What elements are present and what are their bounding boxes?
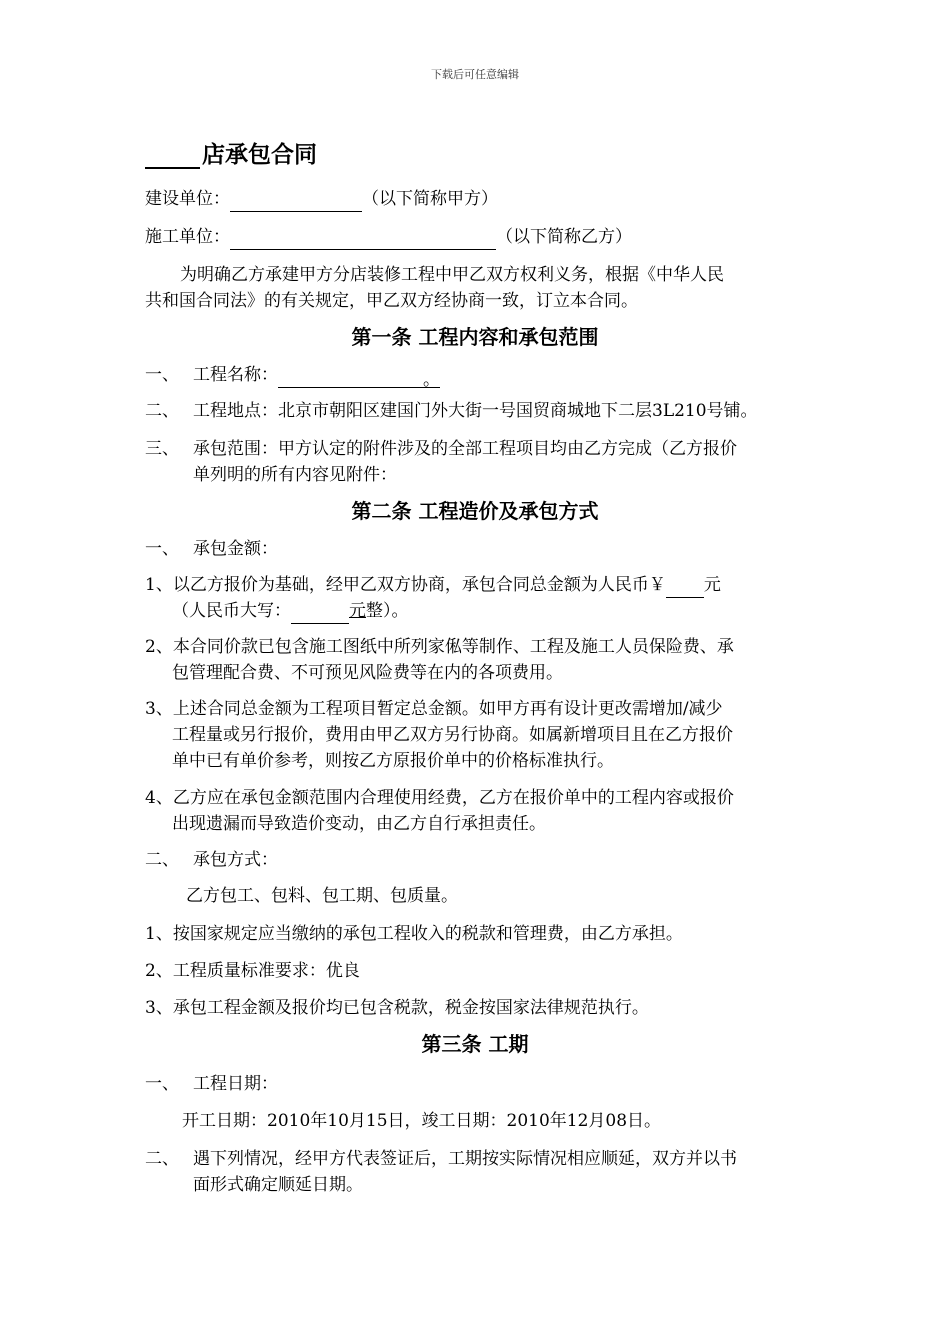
amount-words-label: （人民币大写： — [172, 601, 291, 621]
article3-sec1 — [145, 1071, 278, 1097]
page-header: 下载后可任意编辑 — [431, 68, 519, 81]
article2-q2: 2、工程质量标准要求：优良 — [145, 961, 360, 981]
scope-line-2: 单列明的所有内容见附件： — [193, 465, 397, 485]
article2-p3-line3: 单中已有单价参考，则按乙方原报价单中的价格标准执行。 — [172, 751, 614, 771]
contract-mode-label: 承包方式： — [193, 850, 278, 870]
construction-unit-suffix: （以下简称甲方） — [362, 189, 498, 209]
item-number: 一、 — [145, 539, 179, 559]
contract-title — [145, 136, 317, 169]
contract-mode: 乙方包工、包料、包工期、包质量。 — [186, 886, 458, 906]
title-blank[interactable] — [145, 145, 200, 169]
project-location: 工程地点：北京市朝阳区建国门外大街一号国贸商城地下二层3L210号铺。 — [193, 401, 758, 421]
article2-p3-line2: 工程量或另行报价，费用由甲乙双方另行协商。如属新增项目且在乙方报价 — [172, 725, 733, 745]
item-number: 二、 — [145, 1149, 179, 1169]
project-dates-label: 工程日期： — [193, 1074, 278, 1094]
intro-line-2: 共和国合同法》的有关规定，甲乙双方经协商一致，订立本合同。 — [145, 291, 638, 311]
extension-line-2: 面形式确定顺延日期。 — [193, 1175, 363, 1195]
article2-p2-line1: 2、本合同价款已包含施工图纸中所列家俬等制作、工程及施工人员保险费、承 — [145, 637, 734, 657]
contractor-unit-line — [145, 224, 632, 250]
article1-heading: 第一条 工程内容和承包范围 — [351, 325, 599, 349]
amount-words-unit: 元 — [349, 601, 366, 621]
total-amount-unit: 元 — [703, 575, 721, 595]
title-text: 店承包合同 — [202, 141, 317, 168]
article2-p1-line1 — [145, 572, 721, 598]
article1-item2 — [145, 398, 758, 424]
article2-p4-line2: 出现遗漏而导致造价变动，由乙方自行承担责任。 — [172, 814, 546, 834]
amount-words-end: 整）。 — [366, 601, 409, 621]
item-number: 一、 — [145, 365, 179, 385]
construction-unit-label: 建设单位： — [145, 189, 230, 209]
contract-amount-label: 承包金额： — [193, 539, 278, 559]
project-name-blank[interactable] — [278, 367, 440, 388]
project-dates: 开工日期：2010年10月15日，竣工日期：2010年12月08日。 — [182, 1111, 662, 1131]
article1-item1 — [145, 362, 440, 388]
scope-line-1: 承包范围：甲方认定的附件涉及的全部工程项目均由乙方完成（乙方报价 — [193, 439, 737, 459]
article2-p4-line1: 4、乙方应在承包金额范围内合理使用经费，乙方在报价单中的工程内容或报价 — [145, 788, 734, 808]
construction-unit-line — [145, 186, 498, 212]
article3-sec2 — [145, 1146, 737, 1172]
article2-sec1 — [145, 536, 278, 562]
article3-heading: 第三条 工期 — [421, 1032, 529, 1056]
project-name-period: 。 — [423, 370, 440, 390]
intro-line-1: 为明确乙方承建甲方分店装修工程中甲乙双方权利义务，根据《中华人民 — [180, 265, 724, 285]
contractor-unit-suffix: （以下简称乙方） — [496, 227, 632, 247]
project-name-label: 工程名称： — [193, 365, 278, 385]
item-number: 三、 — [145, 439, 179, 459]
article2-sec2 — [145, 847, 278, 873]
extension-line-1: 遇下列情况，经甲方代表签证后，工期按实际情况相应顺延，双方并以书 — [193, 1149, 737, 1169]
article2-heading: 第二条 工程造价及承包方式 — [351, 499, 599, 523]
article2-q1: 1、按国家规定应当缴纳的承包工程收入的税款和管理费，由乙方承担。 — [145, 924, 683, 944]
construction-unit-blank[interactable] — [230, 191, 362, 212]
contractor-unit-label: 施工单位： — [145, 227, 230, 247]
article2-q3: 3、承包工程金额及报价均已包含税款，税金按国家法律规范执行。 — [145, 998, 649, 1018]
amount-words-blank[interactable] — [291, 603, 349, 624]
total-amount-blank[interactable] — [666, 577, 704, 598]
article2-p1-line2 — [172, 598, 409, 624]
item-number: 二、 — [145, 850, 179, 870]
total-amount-text: 1、以乙方报价为基础，经甲乙双方协商，承包合同总金额为人民币￥ — [145, 575, 666, 595]
item-number: 一、 — [145, 1074, 179, 1094]
article2-p2-line2: 包管理配合费、不可预见风险费等在内的各项费用。 — [172, 663, 563, 683]
item-number: 二、 — [145, 401, 179, 421]
article1-item3 — [145, 436, 737, 462]
contractor-unit-blank[interactable] — [230, 229, 496, 250]
article2-p3-line1: 3、上述合同总金额为工程项目暂定总金额。如甲方再有设计更改需增加/减少 — [145, 699, 723, 719]
